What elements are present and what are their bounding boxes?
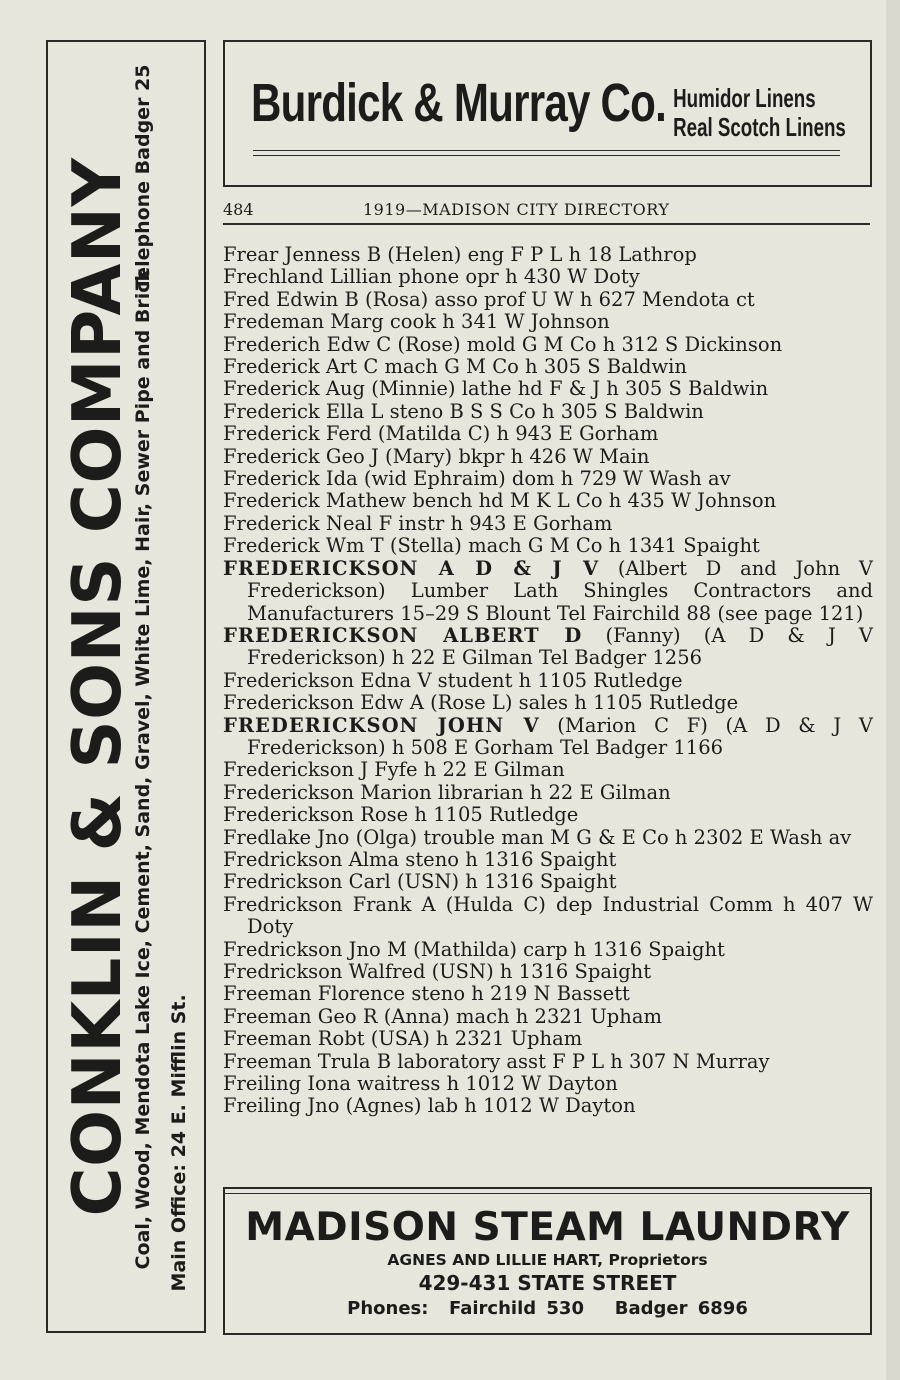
entry-text: Fredeman Marg cook h 341 W Johnson bbox=[223, 310, 610, 334]
entry-text: Frechland Lillian phone opr h 430 W Doty bbox=[223, 265, 640, 289]
directory-entry bbox=[223, 289, 873, 311]
entry-text: Frederick Aug (Minnie) lathe hd F & J h 305 S Baldwin bbox=[223, 377, 769, 401]
directory-entry bbox=[223, 759, 873, 781]
directory-entry bbox=[223, 401, 873, 423]
entry-bold-name: FREDERICKSON JOHN V bbox=[223, 713, 540, 737]
directory-entry bbox=[223, 692, 873, 714]
entry-bold-name: FREDERICKSON ALBERT D bbox=[223, 623, 583, 647]
directory-entry bbox=[223, 804, 873, 826]
directory-entry bbox=[223, 625, 873, 670]
entry-text: Frederick Mathew bench hd M K L Co h 435 W Johnson bbox=[223, 489, 777, 513]
entry-text: (Fanny) (A D & J V Frederickson) h 22 E Gilman Tel Badger 1256 bbox=[247, 623, 873, 670]
entry-text: Frederickson Edw A (Rose L) sales h 1105 Rutledge bbox=[223, 691, 739, 715]
entry-text: Fredrickson Jno M (Mathilda) carp h 1316 Spaight bbox=[223, 937, 725, 961]
directory-entry bbox=[223, 894, 873, 939]
entry-text: Frederick Ella L steno B S S Co h 305 S Baldwin bbox=[223, 399, 704, 423]
ad-rule-divider bbox=[225, 1193, 870, 1194]
directory-entry bbox=[223, 670, 873, 692]
directory-entry bbox=[223, 311, 873, 333]
directory-entry bbox=[223, 983, 873, 1005]
conklin-company-name: CONKLIN & SONS COMPANY bbox=[58, 157, 136, 1216]
entry-text: (Marion C F) (A D & J V Frederickson) h 508 E Gorham Tel Badger 1166 bbox=[247, 713, 873, 759]
directory-entry bbox=[223, 1028, 873, 1050]
directory-entry bbox=[223, 244, 873, 266]
directory-entry bbox=[223, 446, 873, 468]
entry-text: Freeman Trula B laboratory asst F P L h 307 N Murray bbox=[223, 1049, 770, 1073]
directory-entry bbox=[223, 939, 873, 961]
entry-text: Freeman Florence steno h 219 N Bassett bbox=[223, 982, 630, 1006]
entry-text: Frederickson Edna V student h 1105 Rutledge bbox=[223, 668, 683, 692]
page-title: 1919—MADISON CITY DIRECTORY bbox=[363, 200, 670, 219]
madison-laundry-advertisement bbox=[223, 1187, 872, 1335]
entry-text: Frederick Geo J (Mary) bkpr h 426 W Main bbox=[223, 444, 650, 468]
scotch-linens-line: Real Scotch Linens bbox=[673, 112, 846, 142]
directory-entry bbox=[223, 423, 873, 445]
directory-entry bbox=[223, 827, 873, 849]
entry-text: Fredlake Jno (Olga) trouble man M G & E Co h 2302 E Wash av bbox=[223, 825, 852, 849]
burdick-murray-products bbox=[673, 84, 846, 142]
conklin-telephone: Telephone Badger 25 bbox=[132, 64, 154, 290]
directory-entry bbox=[223, 468, 873, 490]
entry-text: Freeman Geo R (Anna) mach h 2321 Upham bbox=[223, 1004, 662, 1028]
entry-text: Fredrickson Walfred (USN) h 1316 Spaight bbox=[223, 960, 652, 983]
conklin-main-office: Main Office: 24 E. Mifflin St. bbox=[168, 993, 190, 1291]
directory-entry bbox=[223, 961, 873, 983]
entry-text: Fredrickson Carl (USN) h 1316 Spaight bbox=[223, 870, 617, 894]
directory-entry bbox=[223, 266, 873, 288]
directory-entry bbox=[223, 1095, 873, 1117]
entry-text: Freiling Iona waitress h 1012 W Dayton bbox=[223, 1072, 618, 1096]
directory-entry bbox=[223, 849, 873, 871]
entry-text: Fredrickson Frank A (Hulda C) dep Industrial Comm h 407 W Doty bbox=[223, 892, 873, 939]
directory-entry bbox=[223, 334, 873, 356]
entry-text: (Albert D and John V Frederickson) Lumber Lath Shingles Contractors and Manufacturers 15–29 S Blount Tel Fairchild 88 (see page 121) bbox=[247, 556, 873, 625]
directory-entry bbox=[223, 871, 873, 893]
entry-text: Frederick Art C mach G M Co h 305 S Baldwin bbox=[223, 355, 687, 379]
burdick-murray-name: Burdick & Murray Co. bbox=[251, 73, 667, 133]
laundry-name: MADISON STEAM LAUNDRY bbox=[245, 1205, 850, 1250]
entry-text: Freeman Robt (USA) h 2321 Upham bbox=[223, 1027, 583, 1051]
conklin-product-list: Coal, Wood, Mendota Lake Ice, Cement, Sand, Gravel, White Lime, Hair, Sewer Pipe and Brick bbox=[132, 268, 154, 1269]
directory-entry bbox=[223, 1073, 873, 1095]
directory-entry bbox=[223, 558, 873, 625]
conklin-advertisement bbox=[46, 40, 206, 1333]
entry-text: Frederick Ida (wid Ephraim) dom h 729 W Wash av bbox=[223, 467, 731, 491]
entry-text: Frederickson J Fyfe h 22 E Gilman bbox=[223, 758, 565, 782]
directory-entry bbox=[223, 715, 873, 760]
entry-text: Fredrickson Alma steno h 1316 Spaight bbox=[223, 847, 617, 871]
burdick-murray-advertisement bbox=[223, 40, 872, 187]
page-header bbox=[223, 197, 870, 225]
entry-text: Frederickson Marion librarian h 22 E Gilman bbox=[223, 780, 671, 804]
entry-text: Fred Edwin B (Rosa) asso prof U W h 627 Mendota ct bbox=[223, 287, 755, 311]
entry-text: Frederich Edw C (Rose) mold G M Co h 312 S Dickinson bbox=[223, 332, 783, 356]
directory-entry bbox=[223, 378, 873, 400]
ad-rule-divider bbox=[253, 150, 840, 151]
entry-text: Frear Jenness B (Helen) eng F P L h 18 Lathrop bbox=[223, 243, 697, 266]
humidor-linens-line: Humidor Linens bbox=[673, 83, 816, 113]
entry-text: Freiling Jno (Agnes) lab h 1012 W Dayton bbox=[223, 1094, 636, 1118]
directory-entry bbox=[223, 782, 873, 804]
entry-text: Frederick Neal F instr h 943 E Gorham bbox=[223, 511, 613, 535]
laundry-address: 429-431 STATE STREET bbox=[418, 1271, 677, 1295]
entry-text: Frederickson Rose h 1105 Rutledge bbox=[223, 803, 579, 827]
entry-text: Frederick Ferd (Matilda C) h 943 E Gorham bbox=[223, 422, 659, 446]
header-rule bbox=[223, 223, 870, 225]
laundry-proprietors: AGNES AND LILLIE HART, Proprietors bbox=[387, 1251, 708, 1269]
directory-entry bbox=[223, 535, 873, 557]
entry-text: Frederick Wm T (Stella) mach G M Co h 1341 Spaight bbox=[223, 534, 760, 558]
ad-rule-divider bbox=[253, 155, 840, 156]
entry-bold-name: FREDERICKSON A D & J V bbox=[223, 556, 600, 580]
directory-entry bbox=[223, 490, 873, 512]
directory-listing bbox=[223, 244, 873, 1118]
directory-entry bbox=[223, 513, 873, 535]
conklin-rotated-block bbox=[50, 44, 202, 1329]
laundry-phones: Phones: Fairchild 530 Badger 6896 bbox=[347, 1298, 748, 1319]
page-number: 484 bbox=[223, 200, 254, 219]
directory-entry bbox=[223, 1006, 873, 1028]
directory-entry bbox=[223, 1051, 873, 1073]
directory-entry bbox=[223, 356, 873, 378]
